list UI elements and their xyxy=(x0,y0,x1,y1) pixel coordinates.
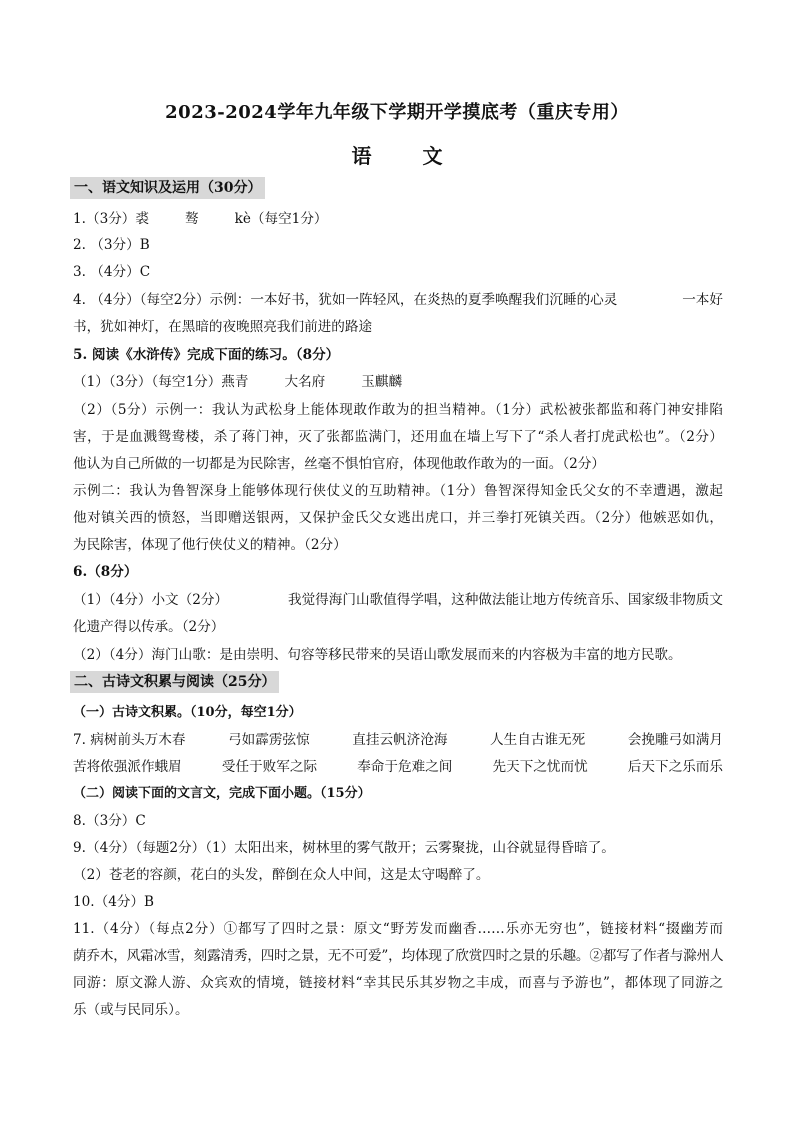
poetry-answer: 弓如霹雳弦惊 xyxy=(228,732,310,748)
exam-title: 2023-2024学年九年级下学期开学摸底考（重庆专用） xyxy=(165,102,629,123)
question-4-line-1 xyxy=(73,290,723,310)
q5-p2-line: 他对镇关西的愤怒，当即赠送银两，又保护金氏父女逃出虎口，并三拳打死镇关西。（2分）他嫉恶如仇， xyxy=(73,510,723,526)
question-9-line-1: 9.（4分）（每题2分）（1）太阳出来，树林里的雾气散开；云雾聚拢，山谷就显得昏暗了。 xyxy=(73,840,615,856)
question-6-part-1-line-2: 化遗产得以传承。（2分） xyxy=(73,619,225,635)
part-1-heading: （一）古诗文积累。（10分，每空1分） xyxy=(73,705,302,720)
q5-p1-answer-1: 燕青 xyxy=(221,374,249,390)
q4-line1-main: 4. （4分）（每空2分）示例：一本好书，犹如一阵轻风，在炎热的夏季唤醒我们沉睡的心灵 xyxy=(73,292,618,308)
question-8: 8.（3分）C xyxy=(73,813,146,829)
q11-line: 荫乔木，风霜冰雪，刻露清秀，四时之景，无不可爱”，均体现了欣赏四时之景的乐趣。②都写了作者与滁州人 xyxy=(73,948,723,964)
question-5-heading: 5. 阅读《水浒传》完成下面的练习。（8分） xyxy=(73,347,340,363)
q5-p1-prefix: （1）（3分）（每空1分） xyxy=(73,374,222,390)
question-3: 3. （4分）C xyxy=(73,264,151,280)
q1-prefix: 1.（3分） xyxy=(73,211,136,227)
section-heading-1: 一、语文知识及运用（30分） xyxy=(70,177,265,199)
q5-p2-line: 为民除害，体现了他行侠仗义的精神。（2分） xyxy=(73,537,347,553)
poetry-answer: 人生自古谁无死 xyxy=(490,732,586,748)
q5-p2-line: 害，于是血溅鸳鸯楼，杀了蒋门神，灭了张都监满门，还用血在墙上写下了“杀人者打虎武松也”。（2分） xyxy=(73,429,723,445)
q5-p1-answer-3: 玉麒麟 xyxy=(361,374,403,390)
q1-note: （每空1分） xyxy=(250,211,328,227)
section-heading-2: 二、古诗文积累与阅读（25分） xyxy=(70,671,279,693)
poetry-answer: 奉命于危难之间 xyxy=(357,759,453,775)
question-4-line-2: 书，犹如神灯，在黑暗的夜晚照亮我们前进的路途 xyxy=(73,319,373,335)
subject-title: 语 文 xyxy=(351,144,465,168)
question-6-heading: 6.（8分） xyxy=(73,564,138,580)
q5-p1-answer-2: 大名府 xyxy=(284,374,326,390)
q5-p2-line: （2）（5分）示例一：我认为武松身上能体现敢作敢为的担当精神。（1分）武松被张都监和蒋门神安排陷 xyxy=(73,402,723,418)
poetry-answer: 会挽雕弓如满月 xyxy=(627,732,723,748)
poetry-row-1 xyxy=(73,730,723,750)
part-2-heading: （二）阅读下面的文言文，完成下面小题。（15分） xyxy=(73,786,371,801)
q6-p1-a: （1）（4分）小文（2分） xyxy=(73,592,229,608)
q11-line: 同游：原文滁人游、众宾欢的情境，链接材料“幸其民乐其岁物之丰成，而喜与予游也”，都体现了同游之 xyxy=(73,975,723,991)
q11-line: 乐（或与民同乐）。 xyxy=(73,1002,189,1018)
poetry-row-2 xyxy=(73,757,723,777)
question-9-line-2: （2）苍老的容颜，花白的头发，醉倒在众人中间，这是太守喝醉了。 xyxy=(73,867,490,883)
poetry-answer: 受任于败军之际 xyxy=(221,759,318,775)
question-10: 10.（4分）B xyxy=(73,894,155,910)
q11-line: 11.（4分）（每点2分）①都写了四时之景：原文“野芳发而幽香……乐亦无穷也”，链接材料“掇幽芳而 xyxy=(73,921,723,937)
q5-p2-line: 示例二：我认为鲁智深身上能够体现行侠仗义的互助精神。（1分）鲁智深得知金氏父女的不幸遭遇，激起 xyxy=(73,483,723,499)
q5-p2-line: 他认为自己所做的一切都是为民除害，丝毫不惧怕官府，体现他敢作敢为的一面。（2分） xyxy=(73,456,606,472)
q4-line1-tail: 一本好 xyxy=(682,292,723,308)
q6-p1-b: 我觉得海门山歌值得学唱，这种做法能让地方传统音乐、国家级非物质文 xyxy=(288,592,723,608)
question-6-part-1 xyxy=(73,590,723,610)
q1-answer-3: kè xyxy=(234,211,251,227)
q1-answer-1: 裘 xyxy=(135,211,149,227)
poetry-answer: 先天下之忧而忧 xyxy=(492,759,588,775)
poetry-answer: 后天下之乐而乐 xyxy=(627,759,723,775)
question-2: 2. （3分）B xyxy=(73,237,150,253)
poetry-answer: 苦将侬强派作蛾眉 xyxy=(73,759,182,775)
poetry-answer: 直挂云帆济沧海 xyxy=(352,732,448,748)
poetry-answer: 7. 病树前头万木春 xyxy=(73,732,186,748)
question-5-part-1 xyxy=(73,372,723,392)
question-1 xyxy=(73,209,723,229)
q1-answer-2: 骜 xyxy=(185,211,199,227)
question-6-part-2: （2）（4分）海门山歌：是由崇明、句容等移民带来的吴语山歌发展而来的内容极为丰富的地方民歌。 xyxy=(73,647,682,663)
